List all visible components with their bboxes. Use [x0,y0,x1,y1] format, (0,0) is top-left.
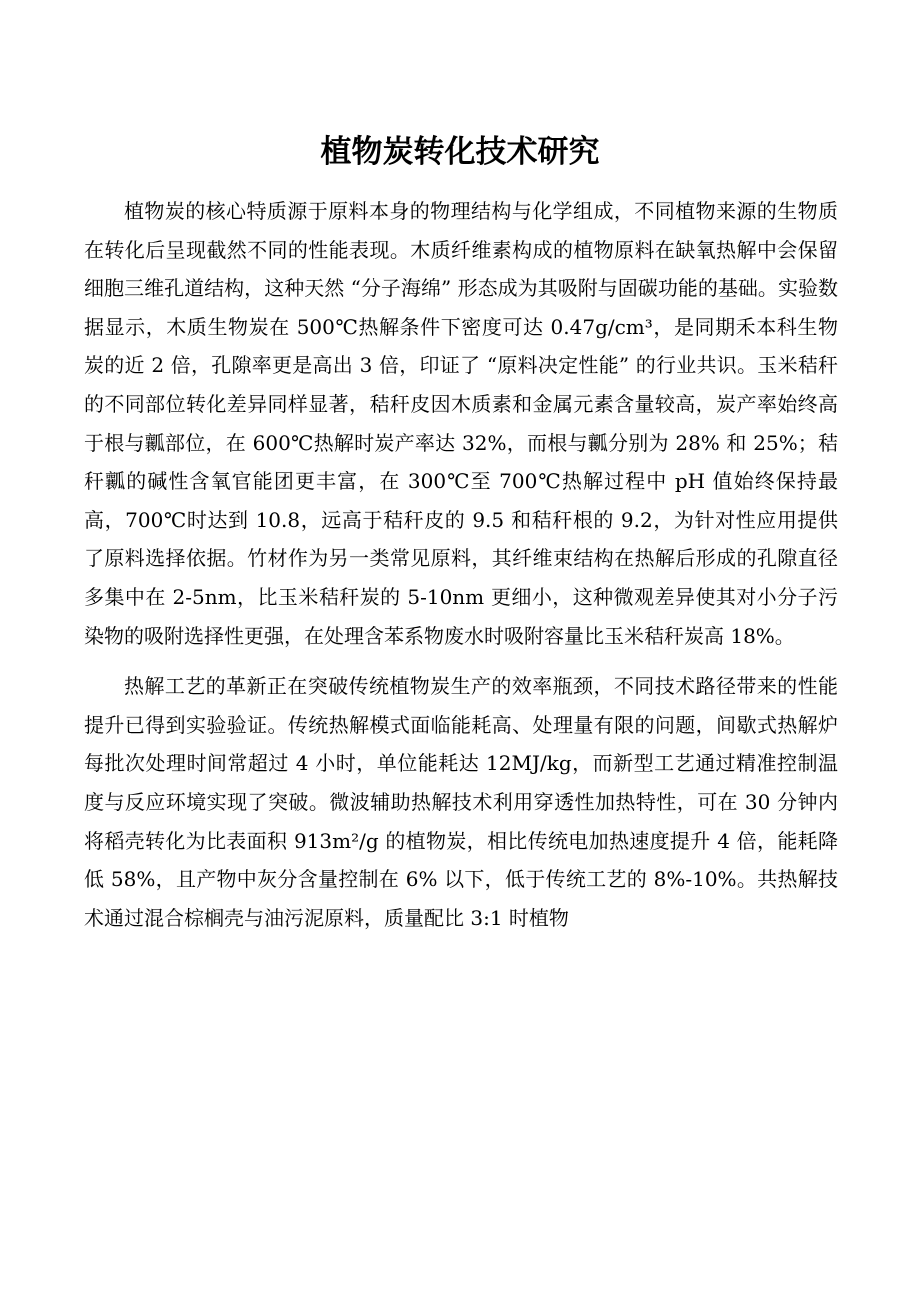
paragraph-pyrolysis-innovation: 热解工艺的革新正在突破传统植物炭生产的效率瓶颈，不同技术路径带来的性能提升已得到实验验证。传统热解模式面临能耗高、处理量有限的问题，间歇式热解炉每批次处理时间常超过 4 小时，单位能耗达 12MJ/kg，而新型工艺通过精准控制温度与反应环境实现了突破。微波辅助热解技术利用穿透性加热特性，可在 30 分钟内将稻壳转化为比表面积 913m²/g 的植物炭，相比传统电加热速度提升 4 倍，能耗降低 58%，且产物中灰分含量控制在 6% 以下，低于传统工艺的 8%-10%。共热解技术通过混合棕榈壳与油污泥原料，质量配比 3:1 时植物 [84,674,838,930]
document-body [84,192,838,937]
paragraph-raw-material-properties: 植物炭的核心特质源于原料本身的物理结构与化学组成，不同植物来源的生物质在转化后呈现截然不同的性能表现。木质纤维素构成的植物原料在缺氧热解中会保留细胞三维孔道结构，这种天然 “分子海绵” 形态成为其吸附与固碳功能的基础。实验数据显示，木质生物炭在 500℃热解条件下密度可达 0.47g/cm³，是同期禾本科生物炭的近 2 倍，孔隙率更是高出 3 倍，印证了 “原料决定性能” 的行业共识。玉米秸秆的不同部位转化差异同样显著，秸秆皮因木质素和金属元素含量较高，炭产率始终高于根与瓤部位，在 600℃热解时炭产率达 32%，而根与瓤分别为 28% 和 25%；秸秆瓤的碱性含氧官能团更丰富，在 300℃至 700℃热解过程中 pH 值始终保持最高，700℃时达到 10.8，远高于秸秆皮的 9.5 和秸秆根的 9.2，为针对性应用提供了原料选择依据。竹材作为另一类常见原料，其纤维束结构在热解后形成的孔隙直径多集中在 2-5nm，比玉米秸秆炭的 5-10nm 更细小，这种微观差异使其对小分子污染物的吸附选择性更强，在处理含苯系物废水时吸附容量比玉米秸秆炭高 18%。 [84,199,838,648]
document-title: 植物炭转化技术研究 [320,134,600,170]
